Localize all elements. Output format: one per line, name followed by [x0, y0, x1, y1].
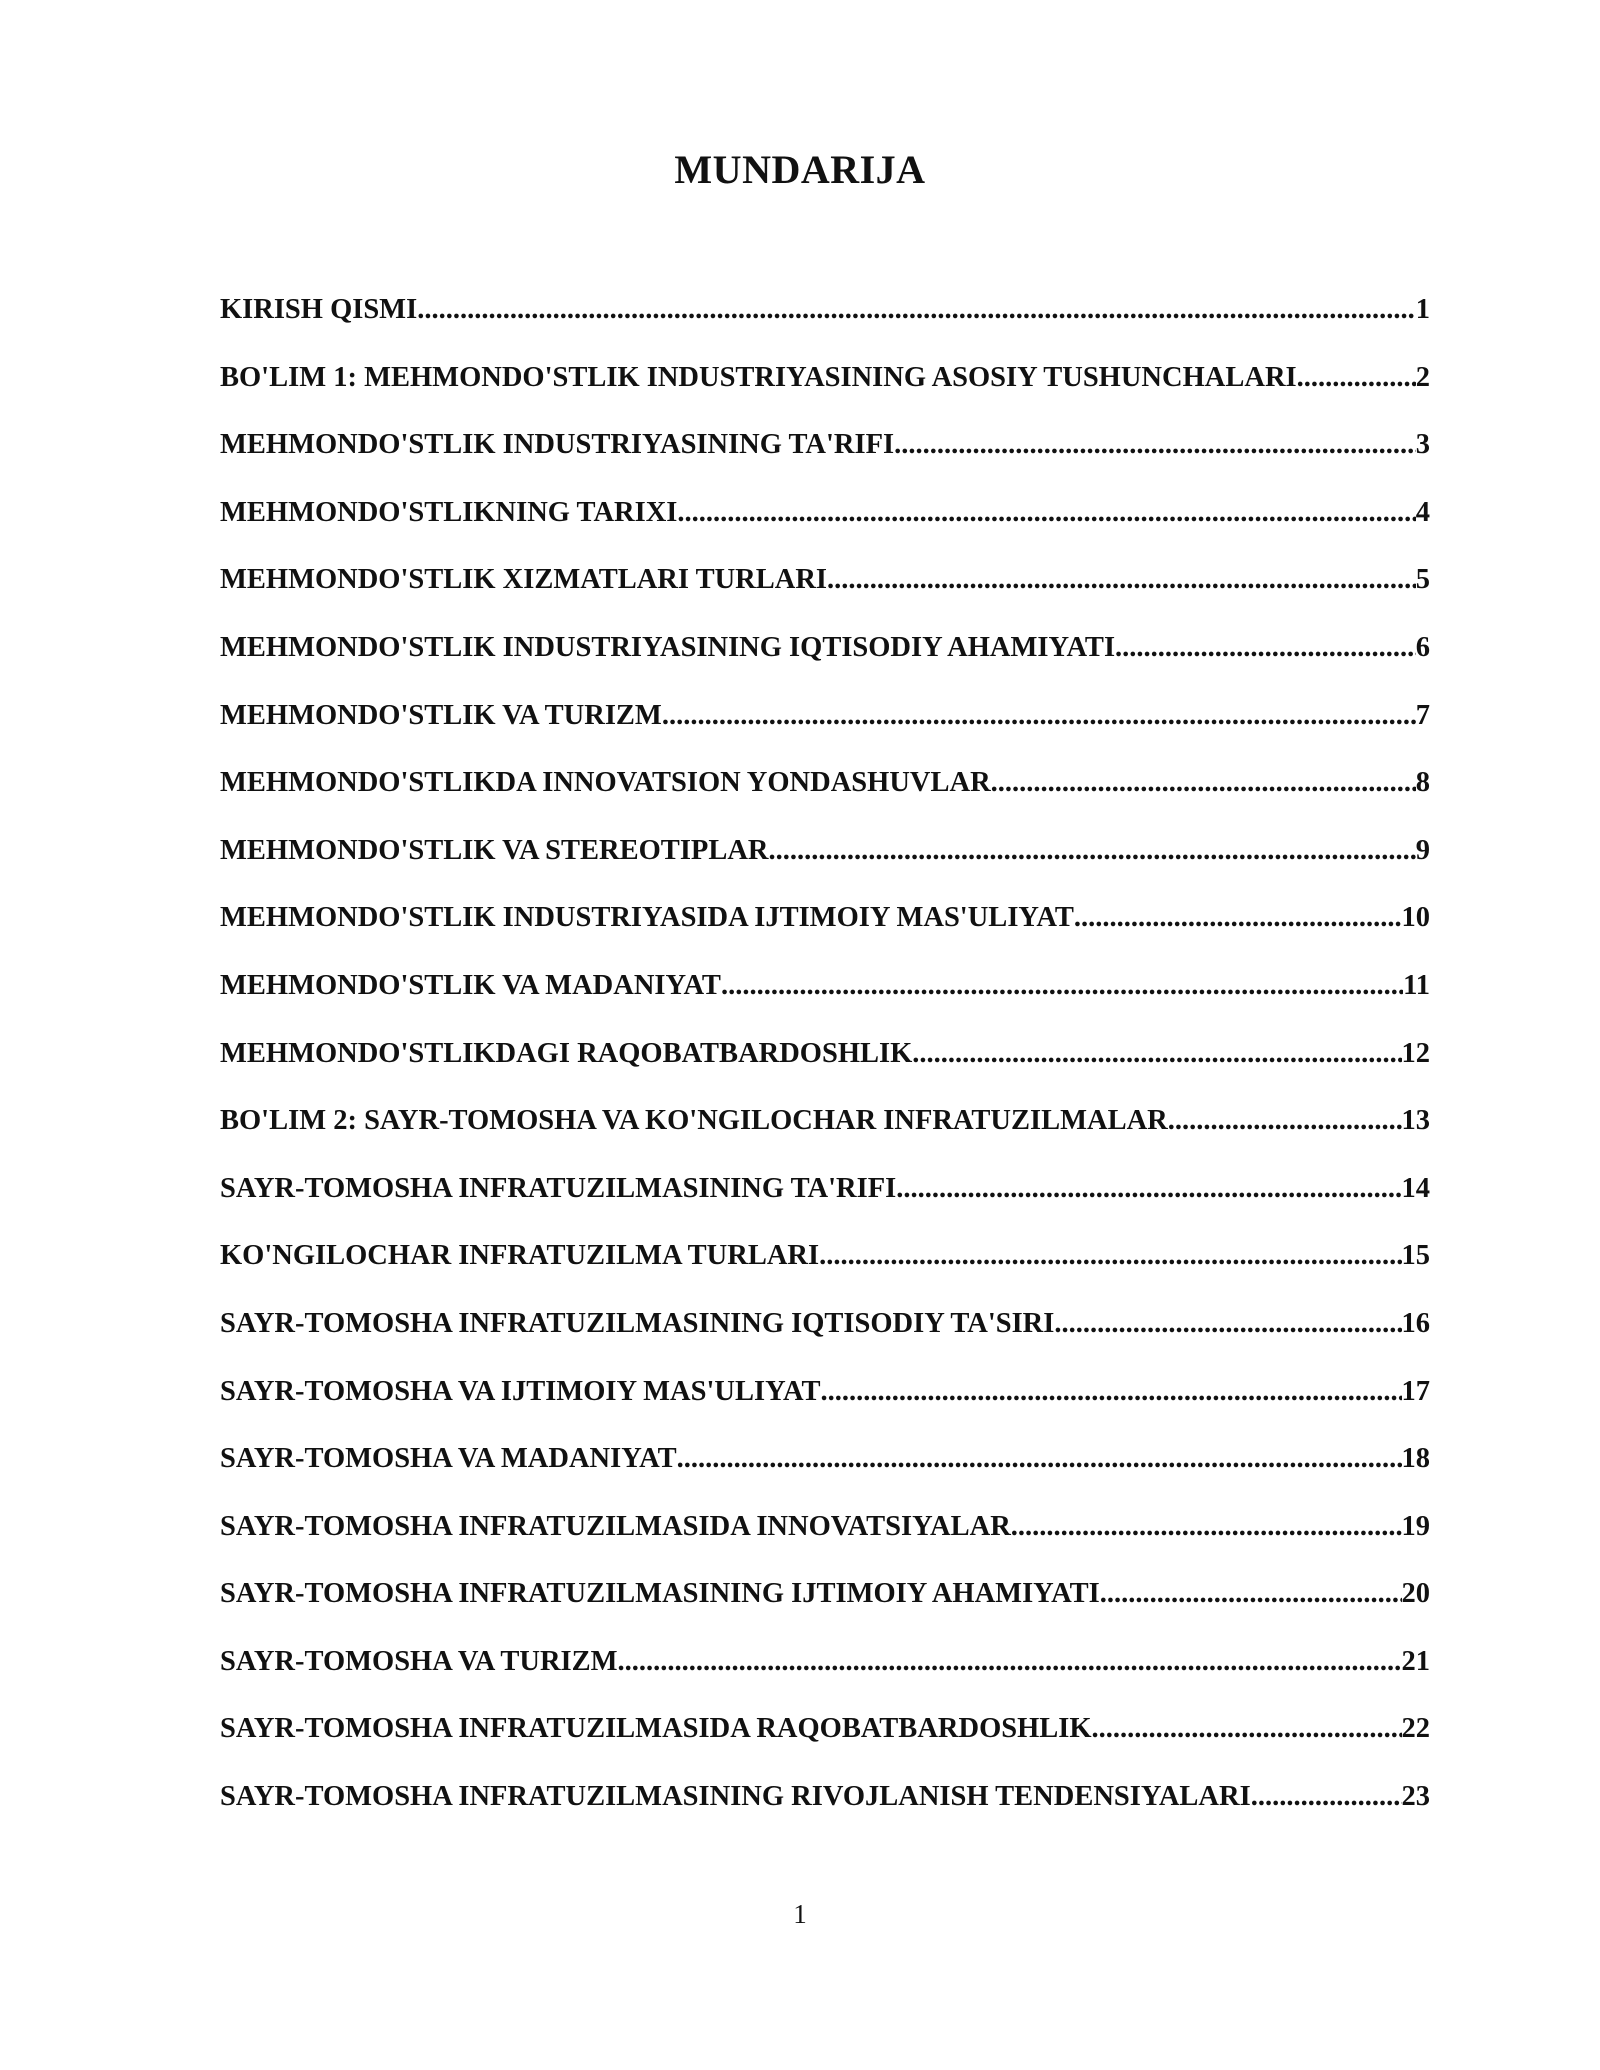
toc-dot-leader — [1100, 1571, 1402, 1617]
toc-entry-page-number: 16 — [1401, 1307, 1430, 1339]
toc-entry-title: SAYR-TOMOSHA INFRATUZILMASINING RIVOJLANISH TENDENSIYALARI — [220, 1781, 1251, 1813]
toc-dot-leader — [1092, 1706, 1402, 1752]
toc-dot-leader — [821, 1369, 1402, 1415]
toc-entry[interactable] — [220, 422, 1430, 490]
toc-dot-leader — [1074, 895, 1402, 941]
toc-entry-page-number: 22 — [1401, 1713, 1430, 1745]
toc-entry-title: SAYR-TOMOSHA INFRATUZILMASINING IQTISODIY TA'SIRI — [220, 1307, 1055, 1339]
toc-entry[interactable] — [220, 557, 1430, 625]
toc-dot-leader — [721, 963, 1403, 1009]
toc-entry-title: MEHMONDO'STLIK VA MADANIYAT — [220, 969, 721, 1001]
toc-entry-page-number: 7 — [1415, 699, 1430, 731]
toc-entry-title: SAYR-TOMOSHA INFRATUZILMASIDA INNOVATSIYALAR — [220, 1510, 1011, 1542]
toc-entry-title: SAYR-TOMOSHA VA IJTIMOIY MAS'ULIYAT — [220, 1375, 821, 1407]
toc-dot-leader — [912, 1031, 1401, 1077]
toc-entry-title: KO'NGILOCHAR INFRATUZILMA TURLARI — [220, 1240, 820, 1272]
table-of-contents — [220, 287, 1430, 1842]
toc-entry-title: MEHMONDO'STLIKDA INNOVATSION YONDASHUVLAR — [220, 767, 991, 799]
toc-dot-leader — [894, 422, 1416, 468]
toc-entry[interactable] — [220, 963, 1430, 1031]
toc-entry-title: MEHMONDO'STLIK VA TURIZM — [220, 699, 662, 731]
toc-entry-title: MEHMONDO'STLIKNING TARIXI — [220, 496, 678, 528]
toc-entry-page-number: 14 — [1401, 1172, 1430, 1204]
toc-entry-title: MEHMONDO'STLIK INDUSTRIYASINING TA'RIFI — [220, 429, 895, 461]
toc-entry-title: MEHMONDO'STLIK VA STEREOTIPLAR — [220, 834, 769, 866]
toc-entry[interactable] — [220, 1166, 1430, 1234]
toc-dot-leader — [819, 1233, 1401, 1279]
page-title: MUNDARIJA — [674, 147, 926, 192]
toc-dot-leader — [417, 287, 1416, 333]
toc-entry-page-number: 2 — [1415, 361, 1430, 393]
toc-entry-page-number: 21 — [1401, 1645, 1430, 1677]
toc-dot-leader — [991, 760, 1416, 806]
toc-dot-leader — [1011, 1504, 1402, 1550]
toc-entry-page-number: 20 — [1401, 1578, 1430, 1610]
toc-entry-title: MEHMONDO'STLIK INDUSTRIYASIDA IJTIMOIY MAS'ULIYAT — [220, 902, 1074, 934]
toc-entry-title: SAYR-TOMOSHA INFRATUZILMASIDA RAQOBATBARDOSHLIK — [220, 1713, 1092, 1745]
toc-dot-leader — [769, 828, 1416, 874]
toc-entry-page-number: 4 — [1415, 496, 1430, 528]
toc-entry[interactable] — [220, 895, 1430, 963]
toc-entry-page-number: 3 — [1415, 429, 1430, 461]
toc-dot-leader — [677, 490, 1415, 536]
toc-entry-page-number: 1 — [1415, 294, 1430, 325]
toc-entry[interactable] — [220, 1571, 1430, 1639]
toc-entry-page-number: 9 — [1415, 834, 1430, 866]
toc-entry[interactable] — [220, 1098, 1430, 1166]
toc-entry-title: SAYR-TOMOSHA INFRATUZILMASINING TA'RIFI — [220, 1172, 897, 1204]
toc-entry-page-number: 12 — [1401, 1037, 1430, 1069]
toc-entry[interactable] — [220, 828, 1430, 896]
toc-entry[interactable] — [220, 1639, 1430, 1707]
toc-entry-page-number: 6 — [1415, 631, 1430, 663]
toc-entry[interactable] — [220, 693, 1430, 761]
toc-entry-title: SAYR-TOMOSHA VA MADANIYAT — [220, 1443, 677, 1475]
toc-dot-leader — [1054, 1301, 1401, 1347]
page-number: 1 — [793, 1899, 807, 1929]
toc-dot-leader — [1168, 1098, 1402, 1144]
toc-entry[interactable] — [220, 355, 1430, 423]
toc-dot-leader — [618, 1639, 1402, 1685]
toc-entry-title: SAYR-TOMOSHA INFRATUZILMASINING IJTIMOIY AHAMIYATI — [220, 1578, 1100, 1610]
toc-entry-page-number: 10 — [1401, 902, 1430, 934]
toc-entry-title: MEHMONDO'STLIK INDUSTRIYASINING IQTISODIY AHAMIYATI — [220, 631, 1116, 663]
toc-entry[interactable] — [220, 1504, 1430, 1572]
toc-entry[interactable] — [220, 1436, 1430, 1504]
toc-dot-leader — [1115, 625, 1416, 671]
toc-dot-leader — [1297, 355, 1416, 401]
toc-entry-title: MEHMONDO'STLIKDAGI RAQOBATBARDOSHLIK — [220, 1037, 913, 1069]
toc-entry-title: SAYR-TOMOSHA VA TURIZM — [220, 1645, 618, 1677]
toc-entry[interactable] — [220, 287, 1430, 355]
toc-dot-leader — [677, 1436, 1402, 1482]
toc-entry[interactable] — [220, 1774, 1430, 1842]
toc-entry-title: KIRISH QISMI — [220, 294, 418, 325]
toc-entry-page-number: 15 — [1401, 1240, 1430, 1272]
toc-entry-page-number: 5 — [1415, 564, 1430, 596]
toc-entry[interactable] — [220, 1369, 1430, 1437]
toc-entry-page-number: 8 — [1415, 767, 1430, 799]
toc-dot-leader — [896, 1166, 1401, 1212]
toc-entry-page-number: 17 — [1401, 1375, 1430, 1407]
toc-entry[interactable] — [220, 1301, 1430, 1369]
toc-entry[interactable] — [220, 1031, 1430, 1099]
toc-dot-leader — [827, 557, 1416, 603]
toc-entry[interactable] — [220, 625, 1430, 693]
toc-entry-page-number: 19 — [1401, 1510, 1430, 1542]
toc-entry-title: BO'LIM 1: MEHMONDO'STLIK INDUSTRIYASINING ASOSIY TUSHUNCHALARI — [220, 361, 1297, 393]
toc-entry-title: BO'LIM 2: SAYR-TOMOSHA VA KO'NGILOCHAR INFRATUZILMALAR — [220, 1105, 1168, 1137]
toc-entry[interactable] — [220, 1233, 1430, 1301]
toc-entry-title: MEHMONDO'STLIK XIZMATLARI TURLARI — [220, 564, 828, 596]
toc-entry-page-number: 18 — [1401, 1443, 1430, 1475]
toc-entry[interactable] — [220, 760, 1430, 828]
toc-entry-page-number: 11 — [1403, 969, 1430, 1001]
toc-dot-leader — [662, 693, 1416, 739]
toc-entry[interactable] — [220, 1706, 1430, 1774]
toc-entry[interactable] — [220, 490, 1430, 558]
toc-dot-leader — [1251, 1774, 1402, 1820]
toc-entry-page-number: 13 — [1401, 1105, 1430, 1137]
toc-entry-page-number: 23 — [1401, 1781, 1430, 1813]
